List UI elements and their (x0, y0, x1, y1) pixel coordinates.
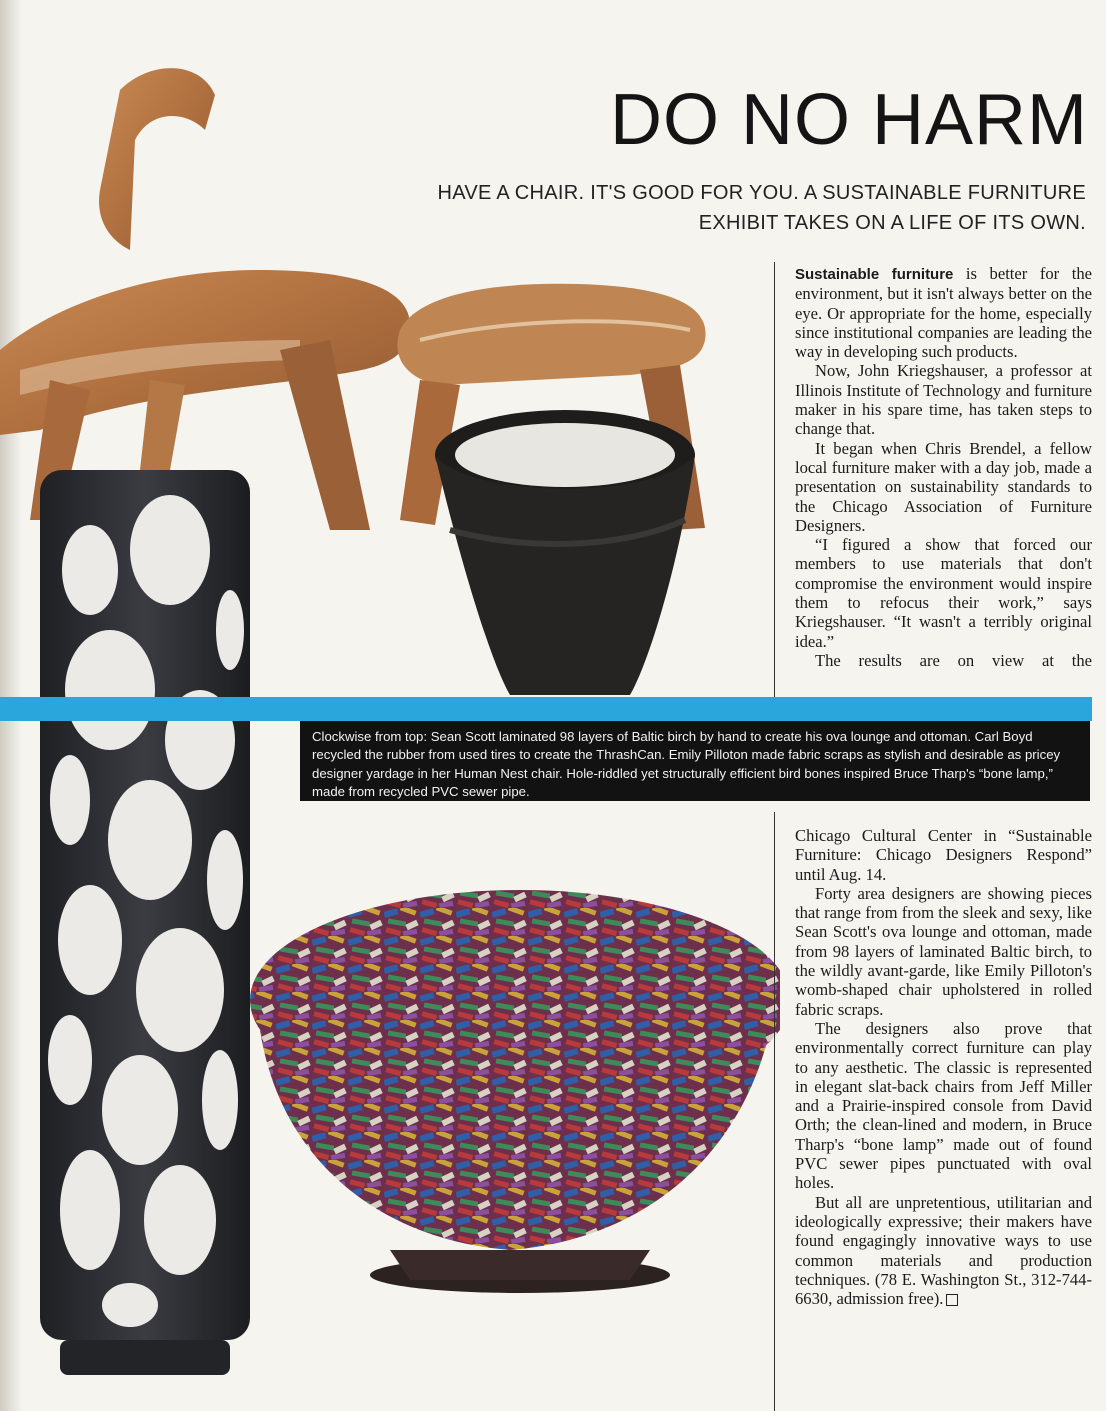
article-paragraph (795, 1193, 1092, 1309)
article-paragraph: Forty area designers are showing pieces that range from from the sleek and sexy, like Sean Scott's ova lounge and ottoman, made from 98 layers of laminated Baltic birch, to the wildly avant-garde, like Emily Pilloton's womb-shaped chair upholstered in rolled fabric scraps. (795, 883, 1092, 1019)
thrashcan-photo (420, 400, 710, 700)
deck-subheadline: HAVE A CHAIR. IT'S GOOD FOR YOU. A SUSTAINABLE FURNITURE EXHIBIT TAKES ON A LIFE OF ITS OWN. (437, 182, 1086, 234)
article-paragraph: Now, John Kriegshauser, a professor at Illinois Institute of Technology and furniture maker in his spare time, has taken steps to change that. (795, 361, 1092, 439)
human-nest-chair-photo (240, 880, 780, 1310)
article-column-top (795, 264, 1092, 670)
lead-in: Sustainable furniture (795, 266, 954, 283)
paragraph-text: is better for the environment, but it isn't always better on the eye. Or appropriate for the home, especially since institutional companies are leading the way in developing such products. (795, 264, 1092, 362)
article-paragraph: The results are on view at the (815, 650, 1092, 670)
article-paragraph: “I figured a show that forced our members to use materials that don't compromise the environment would inspire them to refocus their work,” says Kriegshauser. “It wasn't a terribly original idea.” (795, 535, 1092, 651)
end-mark-icon (946, 1294, 958, 1306)
column-rule-top (774, 262, 775, 702)
photo-caption: Clockwise from top: Sean Scott laminated 98 layers of Baltic birch by hand to create his ova lounge and ottoman. Carl Boyd recycled the rubber from used tires to create the ThrashCan. Emily Pilloton made fabric scraps as stylish and desirable as pricey designer yardage in her Human Nest chair. Hole-riddled yet structurally efficient bird bones inspired Bruce Tharp's “bone lamp,” made from recycled PVC sewer pipe. (300, 721, 1090, 801)
article-paragraph: The designers also prove that environmentally correct furniture can play to any aesthetic. The classic is represented in elegant slat-back chairs from Jeff Miller and a Prairie-inspired console from David Orth; the clean-lined and modern, in Bruce Tharp's “bone lamp” made out of found PVC sewer pipes punctuated with oval holes. (795, 1018, 1092, 1193)
paragraph-text: But all are unpretentious, utilitarian and ideologically expressive; their makers have found engagingly innovative ways to use common materials and production techniques. (78 E. Washington St., 312-744-6630, admission free). (795, 1192, 1092, 1309)
article-paragraph: Chicago Cultural Center in “Sustainable Furniture: Chicago Designers Respond” until Aug. 14. (795, 826, 1092, 884)
column-rule-bottom (774, 812, 775, 1411)
accent-band (0, 697, 1092, 721)
article-paragraph: It began when Chris Brendel, a fellow local furniture maker with a day job, made a presentation on sustainability standards to the Chicago Association of Furniture Designers. (795, 438, 1092, 535)
ova-lounge-chair-photo (0, 50, 440, 530)
bone-lamp-photo (30, 460, 260, 1380)
article-column-bottom (795, 826, 1092, 1308)
article-paragraph (795, 264, 1092, 361)
headline: DO NO HARM (610, 80, 1088, 160)
